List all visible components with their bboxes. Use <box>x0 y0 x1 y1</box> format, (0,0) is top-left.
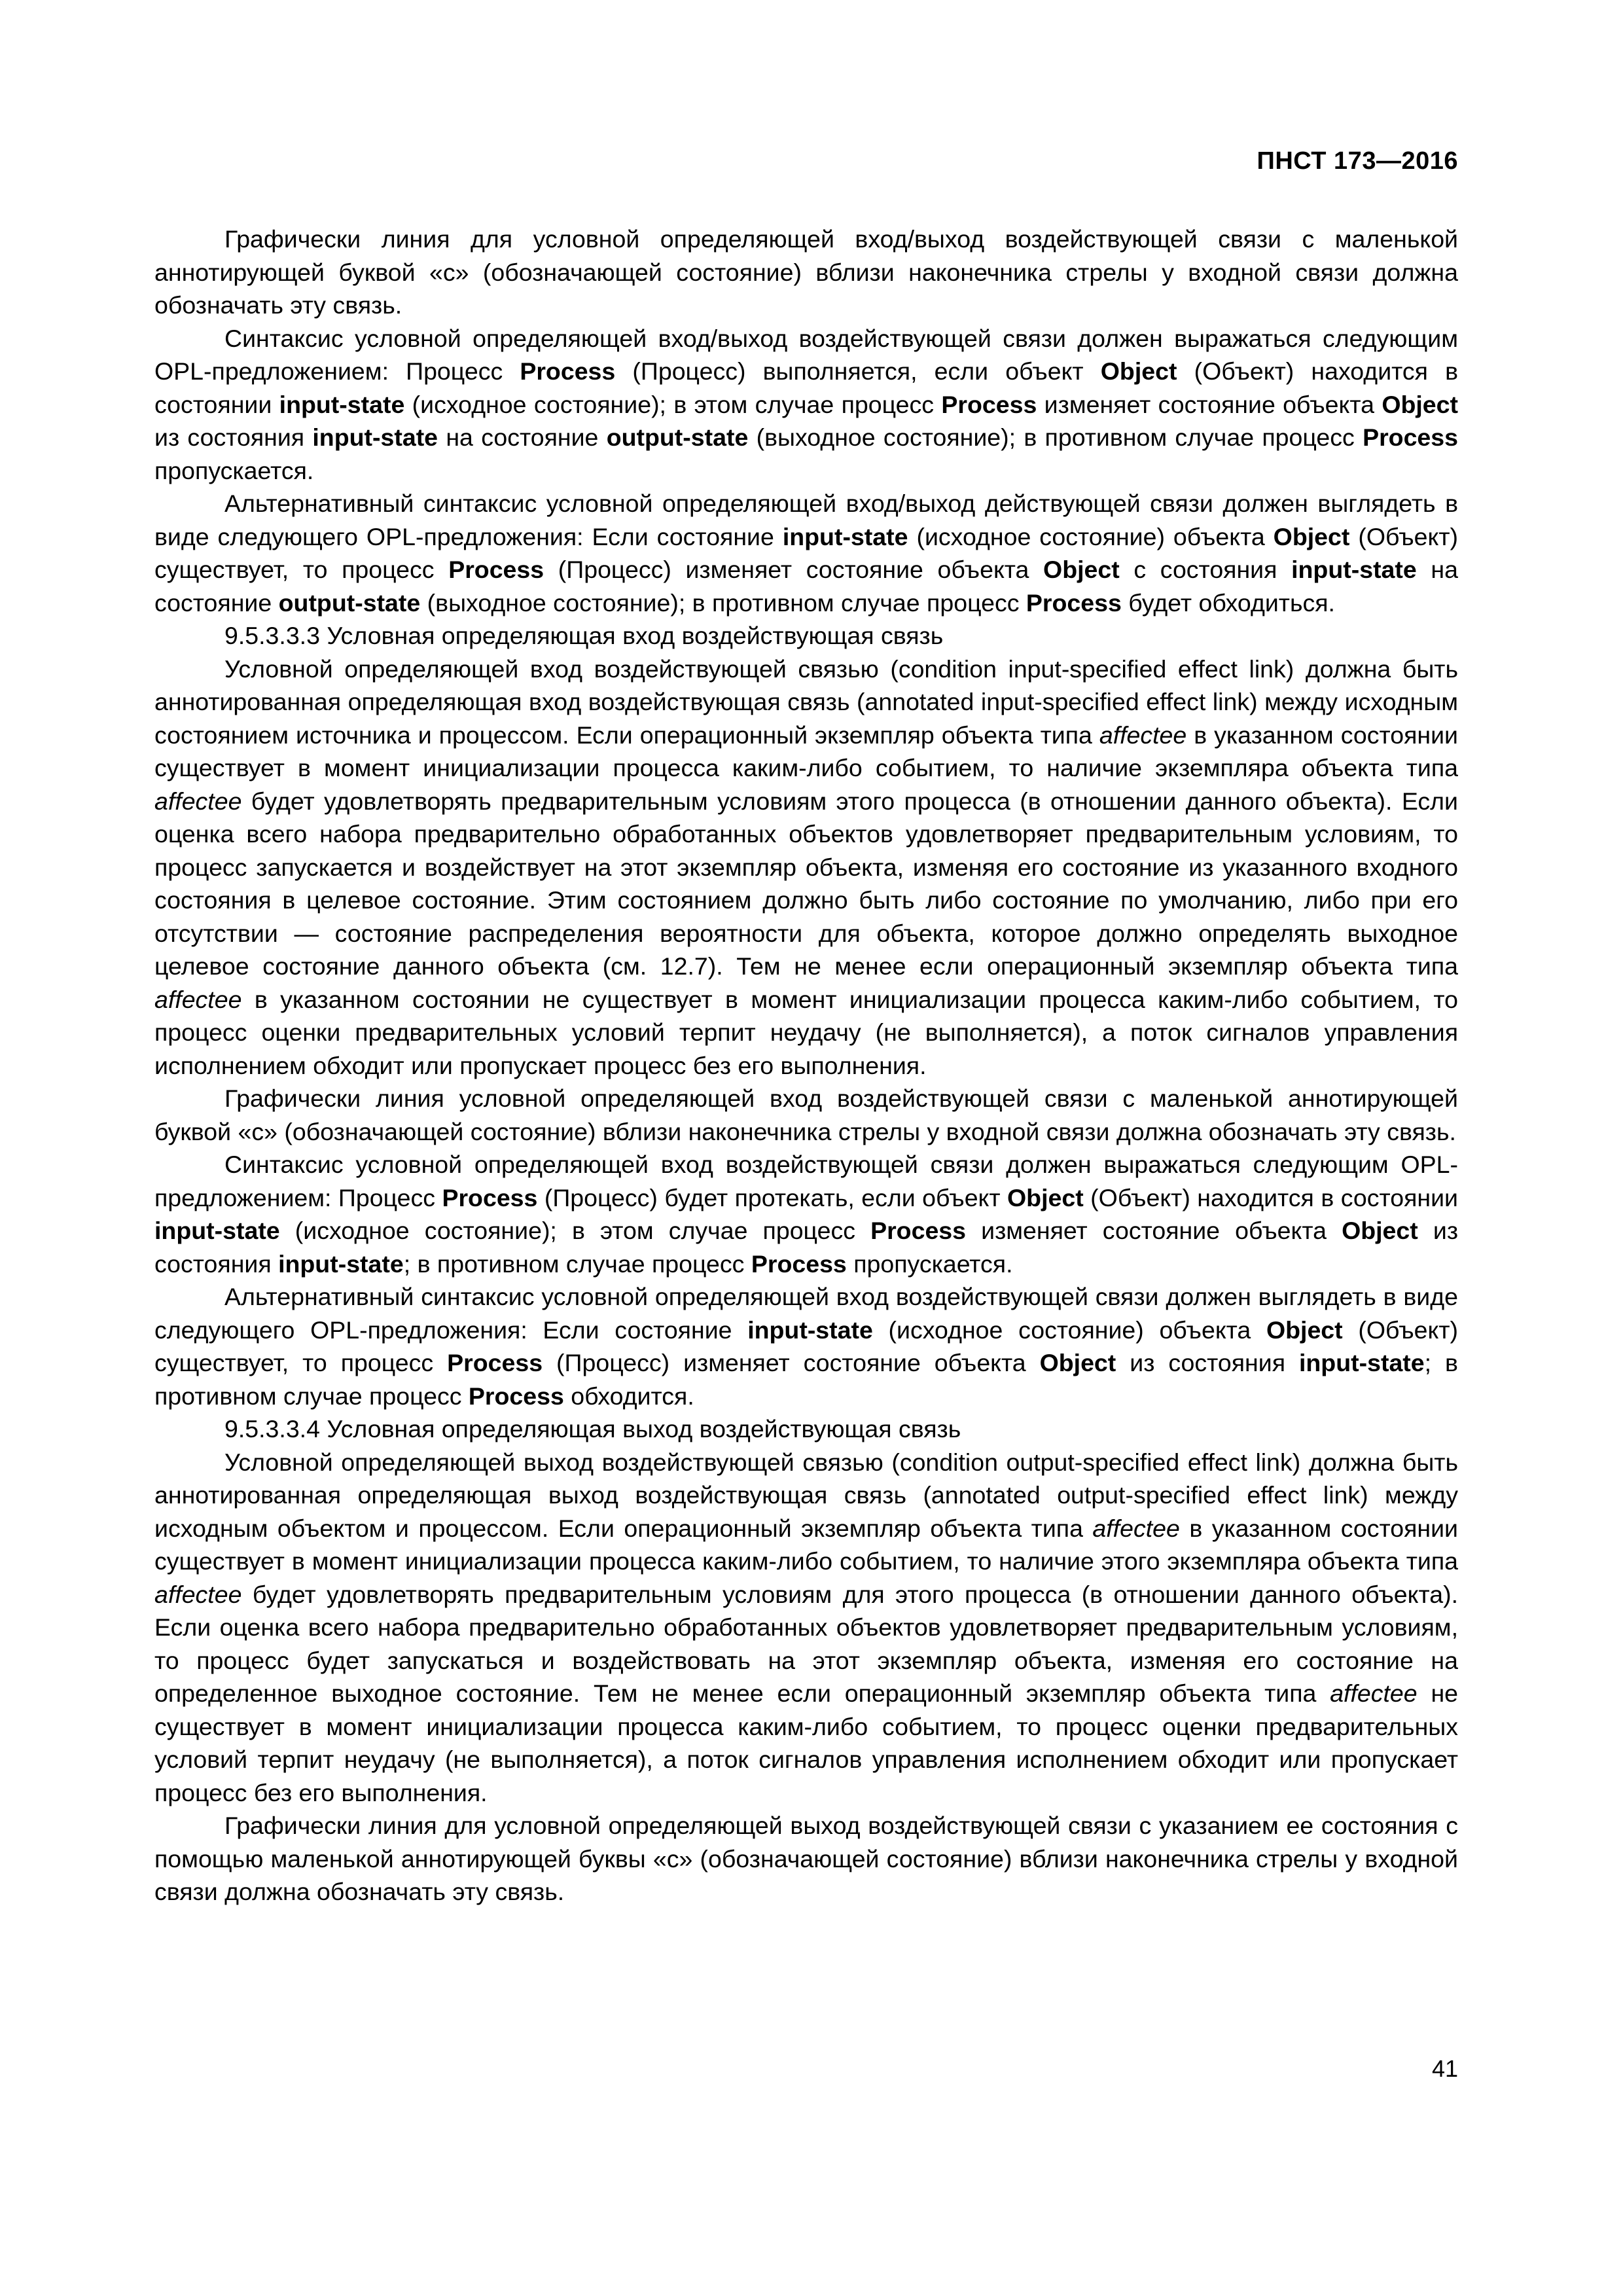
paragraph: Альтернативный синтаксис условной определяющей вход/выход действующей связи должен выглядеть в виде следующего OPL-предложения: Если состояние input-state (исходное состояние) объекта Object (Объект) существует, то процесс Process (Процесс) изменяет состояние объекта Object с состояния input-state на состояние output-state (выходное состояние); в противном случае процесс Process будет обходиться. <box>154 490 1458 617</box>
paragraph: Условной определяющей вход воздействующей связью (condition input-specified effect link) должна быть аннотированная определяющая вход воздействующая связь (annotated input-specified effect link) между исходным состоянием источника и процессом. Если операционный экземпляр объекта типа affectee в указанном состоянии существует в момент инициализации процесса каким-либо событием, то наличие экземпляра объекта типа affectee будет удовлетворять предварительным условиям этого процесса (в отношении данного объекта). Если оценка всего набора предварительно обработанных объектов удовлетворяет предварительным условиям, то процесс запускается и воздействует на этот экземпляр объекта, изменяя его состояние из указанного входного состояния в целевое состояние. Этим состоянием должно быть либо состояние по умолчанию, либо при его отсутствии — состояние распределения вероятности для объекта, которое должно определять выходное целевое состояние данного объекта (см. 12.7). Тем не менее если операционный экземпляр объекта типа affectee в указанном состоянии не существует в момент инициализации процесса каким-либо событием, то процесс оценки предварительных условий терпит неудачу (не выполняется), а поток сигналов управления исполнением обходит или пропускает процесс без его выполнения. <box>154 655 1458 1079</box>
section-heading: 9.5.3.3.3 Условная определяющая вход воздействующая связь <box>224 622 944 649</box>
page-number: 41 <box>1431 2055 1458 2082</box>
document-body <box>154 223 1458 1909</box>
paragraph: Графически линия для условной определяющей выход воздействующей связи с указанием ее состояния с помощью маленькой аннотирующей буквы «с» (обозначающей состояние) вблизи наконечника стрелы у входной связи должна обозначать эту связь. <box>154 1812 1458 1905</box>
paragraph: Графически линия условной определяющей вход воздействующей связи с маленькой аннотирующей буквой «с» (обозначающей состояние) вблизи наконечника стрелы у входной связи должна обозначать эту связь. <box>154 1085 1458 1145</box>
paragraph: Синтаксис условной определяющей вход/выход воздействующей связи должен выражаться следующим OPL-предложением: Процесс Process (Процесс) выполняется, если объект Object (Объект) находится в состоянии input-state (исходное состояние); в этом случае процесс Process изменяет состояние объекта Object из состояния input-state на состояние output-state (выходное состояние); в противном случае процесс Process пропускается. <box>154 324 1459 484</box>
document-header-id: ПНСТ 173—2016 <box>1257 147 1458 175</box>
paragraph: Графически линия для условной определяющей вход/выход воздействующей связи с маленькой аннотирующей буквой «с» (обозначающей состояние) вблизи наконечника стрелы у входной связи должна обозначать эту связь. <box>154 225 1458 319</box>
paragraph: Условной определяющей выход воздействующей связью (condition output-specified effect link) должна быть аннотированная определяющая выход воздействующая связь (annotated output-specified effect link) между исходным объектом и процессом. Если операционный экземпляр объекта типа affectee в указанном состоянии существует в момент инициализации процесса каким-либо событием, то наличие этого экземпляра объекта типа affectee будет удовлетворять предварительным условиям для этого процесса (в отношении данного объекта). Если оценка всего набора предварительно обработанных объектов удовлетворяет предварительным условиям, то процесс будет запускаться и воздействовать на этот экземпляр объекта, изменяя его состояние на определенное выходное состояние. Тем не менее если операционный экземпляр объекта типа affectee не существует в момент инициализации процесса каким-либо событием, то процесс оценки предварительных условий терпит неудачу (не выполняется), а поток сигналов управления исполнением обходит или пропускает процесс без его выполнения. <box>154 1448 1459 1806</box>
paragraph: Синтаксис условной определяющей вход воздействующей связи должен выражаться следующим OPL-предложением: Процесс Process (Процесс) будет протекать, если объект Object (Объект) находится в состоянии input-state (исходное состояние); в этом случае процесс Process изменяет состояние объекта Object из состояния input-state; в противном случае процесс Process пропускается. <box>154 1151 1459 1278</box>
section-heading: 9.5.3.3.4 Условная определяющая выход воздействующая связь <box>224 1415 961 1443</box>
paragraph: Альтернативный синтаксис условной определяющей вход воздействующей связи должен выглядеть в виде следующего OPL-предложения: Если состояние input-state (исходное состояние) объекта Object (Объект) существует, то процесс Process (Процесс) изменяет состояние объекта Object из состояния input-state; в противном случае процесс Process обходится. <box>154 1283 1459 1410</box>
